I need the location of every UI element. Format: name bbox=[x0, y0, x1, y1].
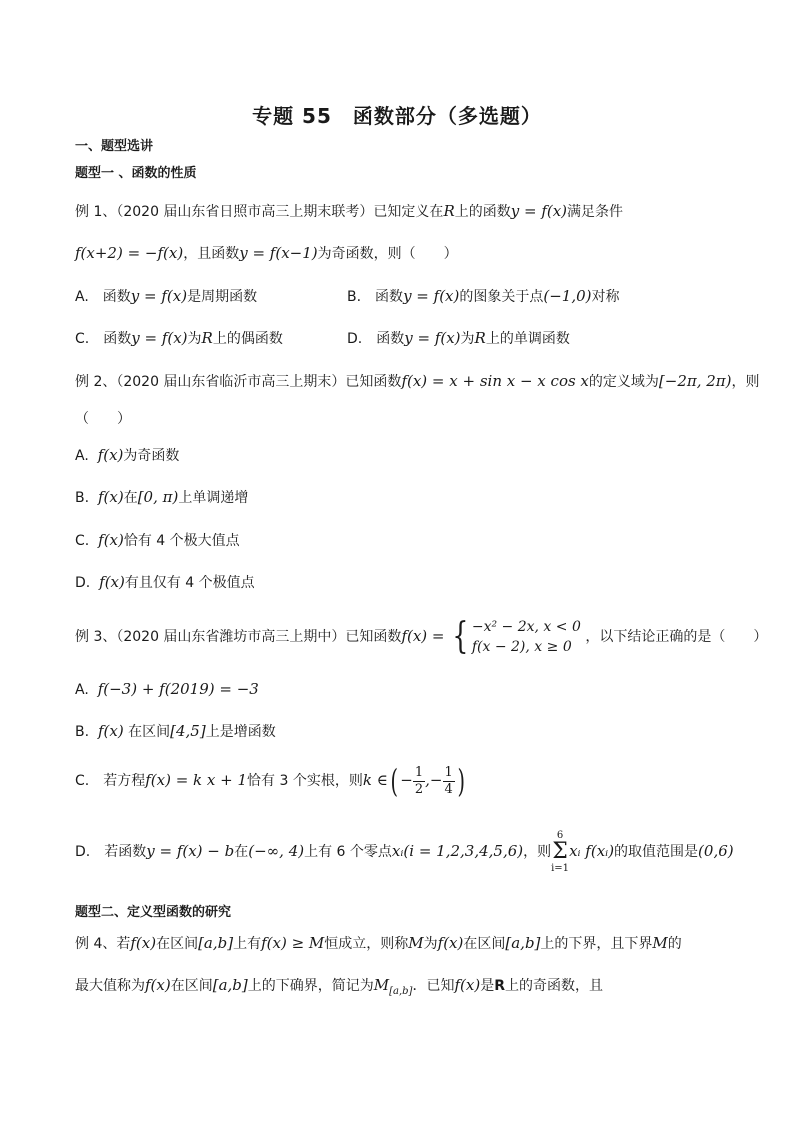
text: 有且仅有 4 个极值点 bbox=[124, 575, 255, 591]
option-b bbox=[75, 486, 754, 509]
text: 最大值称为 bbox=[75, 978, 145, 994]
math: f(x) bbox=[97, 488, 124, 506]
text: B. bbox=[75, 490, 90, 506]
text: 是 bbox=[480, 978, 495, 994]
option-c bbox=[75, 327, 283, 350]
math: M bbox=[652, 934, 668, 952]
text: D. 若函数 bbox=[75, 844, 147, 860]
text: 在区间 bbox=[463, 936, 506, 952]
brace: { bbox=[452, 616, 469, 657]
text: C. bbox=[75, 533, 90, 549]
math: f(x) = k x + 1 bbox=[145, 771, 248, 789]
example-3-intro bbox=[75, 614, 768, 659]
math: y = f(x−1) bbox=[239, 244, 318, 262]
option-b bbox=[347, 285, 620, 308]
example-1-condition bbox=[75, 242, 754, 265]
text: 恒成立，则称 bbox=[324, 936, 409, 952]
math: f(x) bbox=[454, 976, 481, 994]
math: R bbox=[474, 329, 486, 347]
text: 在 bbox=[123, 490, 138, 506]
text: ．已知 bbox=[412, 978, 455, 994]
type-heading-1: 题型一 、函数的性质 bbox=[75, 166, 197, 181]
math: y = f(x) bbox=[510, 202, 568, 220]
text: 上的单调函数 bbox=[485, 331, 570, 347]
example-1-intro bbox=[75, 200, 754, 223]
text: 例 1、（2020 届山东省日照市高三上期末联考）已知定义在 bbox=[75, 204, 444, 220]
math: [−2π, 2π) bbox=[658, 372, 732, 390]
text: 为奇函数 bbox=[123, 448, 180, 464]
option-d bbox=[75, 571, 754, 594]
text: 上有 bbox=[233, 936, 262, 952]
option-c bbox=[75, 760, 754, 801]
text: D. 函数 bbox=[347, 331, 405, 347]
text: ，且函数 bbox=[183, 246, 240, 262]
denominator: 4 bbox=[444, 781, 453, 797]
text: 上的下界，且下界 bbox=[540, 936, 653, 952]
math: f(x) bbox=[130, 934, 157, 952]
text: B. 函数 bbox=[347, 289, 404, 305]
text: 例 2、（2020 届山东省临沂市高三上期末）已知函数 bbox=[75, 374, 402, 390]
text: 对称 bbox=[591, 289, 620, 305]
text: 上的奇函数，且 bbox=[504, 978, 603, 994]
math: (−1,0) bbox=[543, 287, 592, 305]
type-heading-2: 题型二、定义型函数的研究 bbox=[75, 905, 232, 920]
text: 为 bbox=[460, 331, 475, 347]
left-paren: ( bbox=[390, 762, 398, 800]
text: A. bbox=[75, 682, 89, 698]
section-heading: 一、题型选讲 bbox=[75, 139, 154, 154]
math: y = f(x) − b bbox=[146, 842, 235, 860]
math: M bbox=[373, 976, 390, 994]
text: 例 4、若 bbox=[75, 936, 131, 952]
option-a bbox=[75, 678, 754, 701]
example-1-options-ab bbox=[75, 285, 754, 308]
text: 的取值范围是 bbox=[614, 844, 699, 860]
math: f(x) = x + sin x − x cos x bbox=[401, 372, 589, 390]
math: k ∈ bbox=[362, 771, 388, 789]
math: (0,6) bbox=[698, 842, 734, 860]
sum-lower: i=1 bbox=[551, 863, 570, 874]
case-1: −x² − 2x, x < 0 bbox=[471, 619, 581, 635]
math: f(−3) + f(2019) = −3 bbox=[97, 680, 259, 698]
text: ，则 bbox=[523, 844, 552, 860]
math: f(x) bbox=[97, 446, 124, 464]
text: A. bbox=[75, 448, 89, 464]
math: y = f(x) bbox=[403, 287, 460, 305]
example-1-options-cd bbox=[75, 327, 754, 350]
math: xᵢ(i = 1,2,3,4,5,6) bbox=[391, 842, 524, 860]
text: 上有 6 个零点 bbox=[304, 844, 392, 860]
text: D. bbox=[75, 575, 91, 591]
right-paren: ) bbox=[457, 762, 465, 800]
math: f(x) bbox=[145, 976, 171, 994]
text: 的定义域为 bbox=[588, 374, 659, 390]
fraction bbox=[413, 765, 425, 798]
math: y = f(x) bbox=[131, 329, 188, 347]
fraction bbox=[443, 765, 455, 798]
text: 为 bbox=[187, 331, 202, 347]
math: f(x) bbox=[97, 722, 124, 740]
minus-sign: − bbox=[400, 771, 413, 789]
text: 的 bbox=[667, 936, 682, 952]
math: [0, π) bbox=[137, 488, 179, 506]
text: 例 3、（2020 届山东省潍坊市高三上期中）已知函数 bbox=[75, 629, 402, 645]
math: f(x) ≥ M bbox=[261, 934, 325, 952]
text: ，以下结论正确的是（ ） bbox=[585, 629, 768, 645]
page-title: 专题 55 函数部分（多选题） bbox=[252, 104, 542, 128]
text: 在区间 bbox=[128, 724, 171, 740]
option-a bbox=[75, 285, 257, 308]
text: 恰有 3 个实根，则 bbox=[247, 773, 363, 789]
math: (−∞, 4) bbox=[248, 842, 305, 860]
denominator: 2 bbox=[414, 781, 424, 797]
math: R bbox=[443, 202, 455, 220]
option-c bbox=[75, 529, 754, 552]
example-4-line-2 bbox=[75, 974, 754, 1003]
text: C. 函数 bbox=[75, 331, 132, 347]
example-2-intro bbox=[75, 370, 760, 393]
text: 上的下确界，简记为 bbox=[247, 978, 374, 994]
sigma-sign: Σ bbox=[552, 839, 568, 864]
text: 的图象关于点 bbox=[459, 289, 544, 305]
text: 是周期函数 bbox=[187, 289, 258, 305]
separator: ,− bbox=[425, 771, 443, 789]
text: ，则 bbox=[731, 374, 760, 390]
numerator: 1 bbox=[444, 764, 453, 780]
math: xᵢ f(xᵢ) bbox=[569, 842, 615, 860]
math: M bbox=[408, 934, 424, 952]
text: 为 bbox=[423, 936, 438, 952]
math: [a,b] bbox=[505, 934, 541, 952]
math: [a,b] bbox=[212, 976, 248, 994]
text: 恰有 4 个极大值点 bbox=[123, 533, 240, 549]
option-d bbox=[347, 327, 570, 350]
numerator: 1 bbox=[414, 764, 424, 780]
subscript: [a,b] bbox=[389, 985, 413, 997]
sum-upper: 6 bbox=[556, 830, 564, 841]
summation bbox=[551, 830, 569, 874]
math: R bbox=[201, 329, 213, 347]
text: 为奇函数，则（ ） bbox=[317, 246, 458, 262]
option-d bbox=[75, 830, 754, 874]
math: y = f(x) bbox=[404, 329, 461, 347]
cases bbox=[472, 617, 581, 657]
text: 上单调递增 bbox=[178, 490, 249, 506]
text: 上是增函数 bbox=[205, 724, 276, 740]
math: y = f(x) bbox=[130, 287, 188, 305]
math: [4,5] bbox=[170, 722, 206, 740]
example-2-paren: （ ） bbox=[75, 411, 131, 427]
text: 在 bbox=[234, 844, 249, 860]
math: f(x) bbox=[98, 531, 124, 549]
text: 满足条件 bbox=[567, 204, 624, 220]
text: B. bbox=[75, 724, 90, 740]
text: A. 函数 bbox=[75, 289, 131, 305]
math: [a,b] bbox=[198, 934, 234, 952]
text: 在区间 bbox=[156, 936, 199, 952]
text: 在区间 bbox=[170, 978, 213, 994]
math: f(x) bbox=[437, 934, 464, 952]
math-bold-r: R bbox=[494, 978, 505, 994]
option-b bbox=[75, 720, 754, 743]
math: f(x) = bbox=[401, 627, 445, 645]
option-a bbox=[75, 444, 754, 467]
text: C. 若方程 bbox=[75, 773, 146, 789]
text: 上的偶函数 bbox=[212, 331, 283, 347]
piecewise bbox=[449, 615, 581, 659]
math: f(x) bbox=[99, 573, 125, 591]
text: 上的函数 bbox=[454, 204, 511, 220]
example-4-line-1 bbox=[75, 932, 754, 955]
case-2: f(x − 2), x ≥ 0 bbox=[471, 639, 572, 655]
math: f(x+2) = −f(x) bbox=[75, 244, 184, 262]
